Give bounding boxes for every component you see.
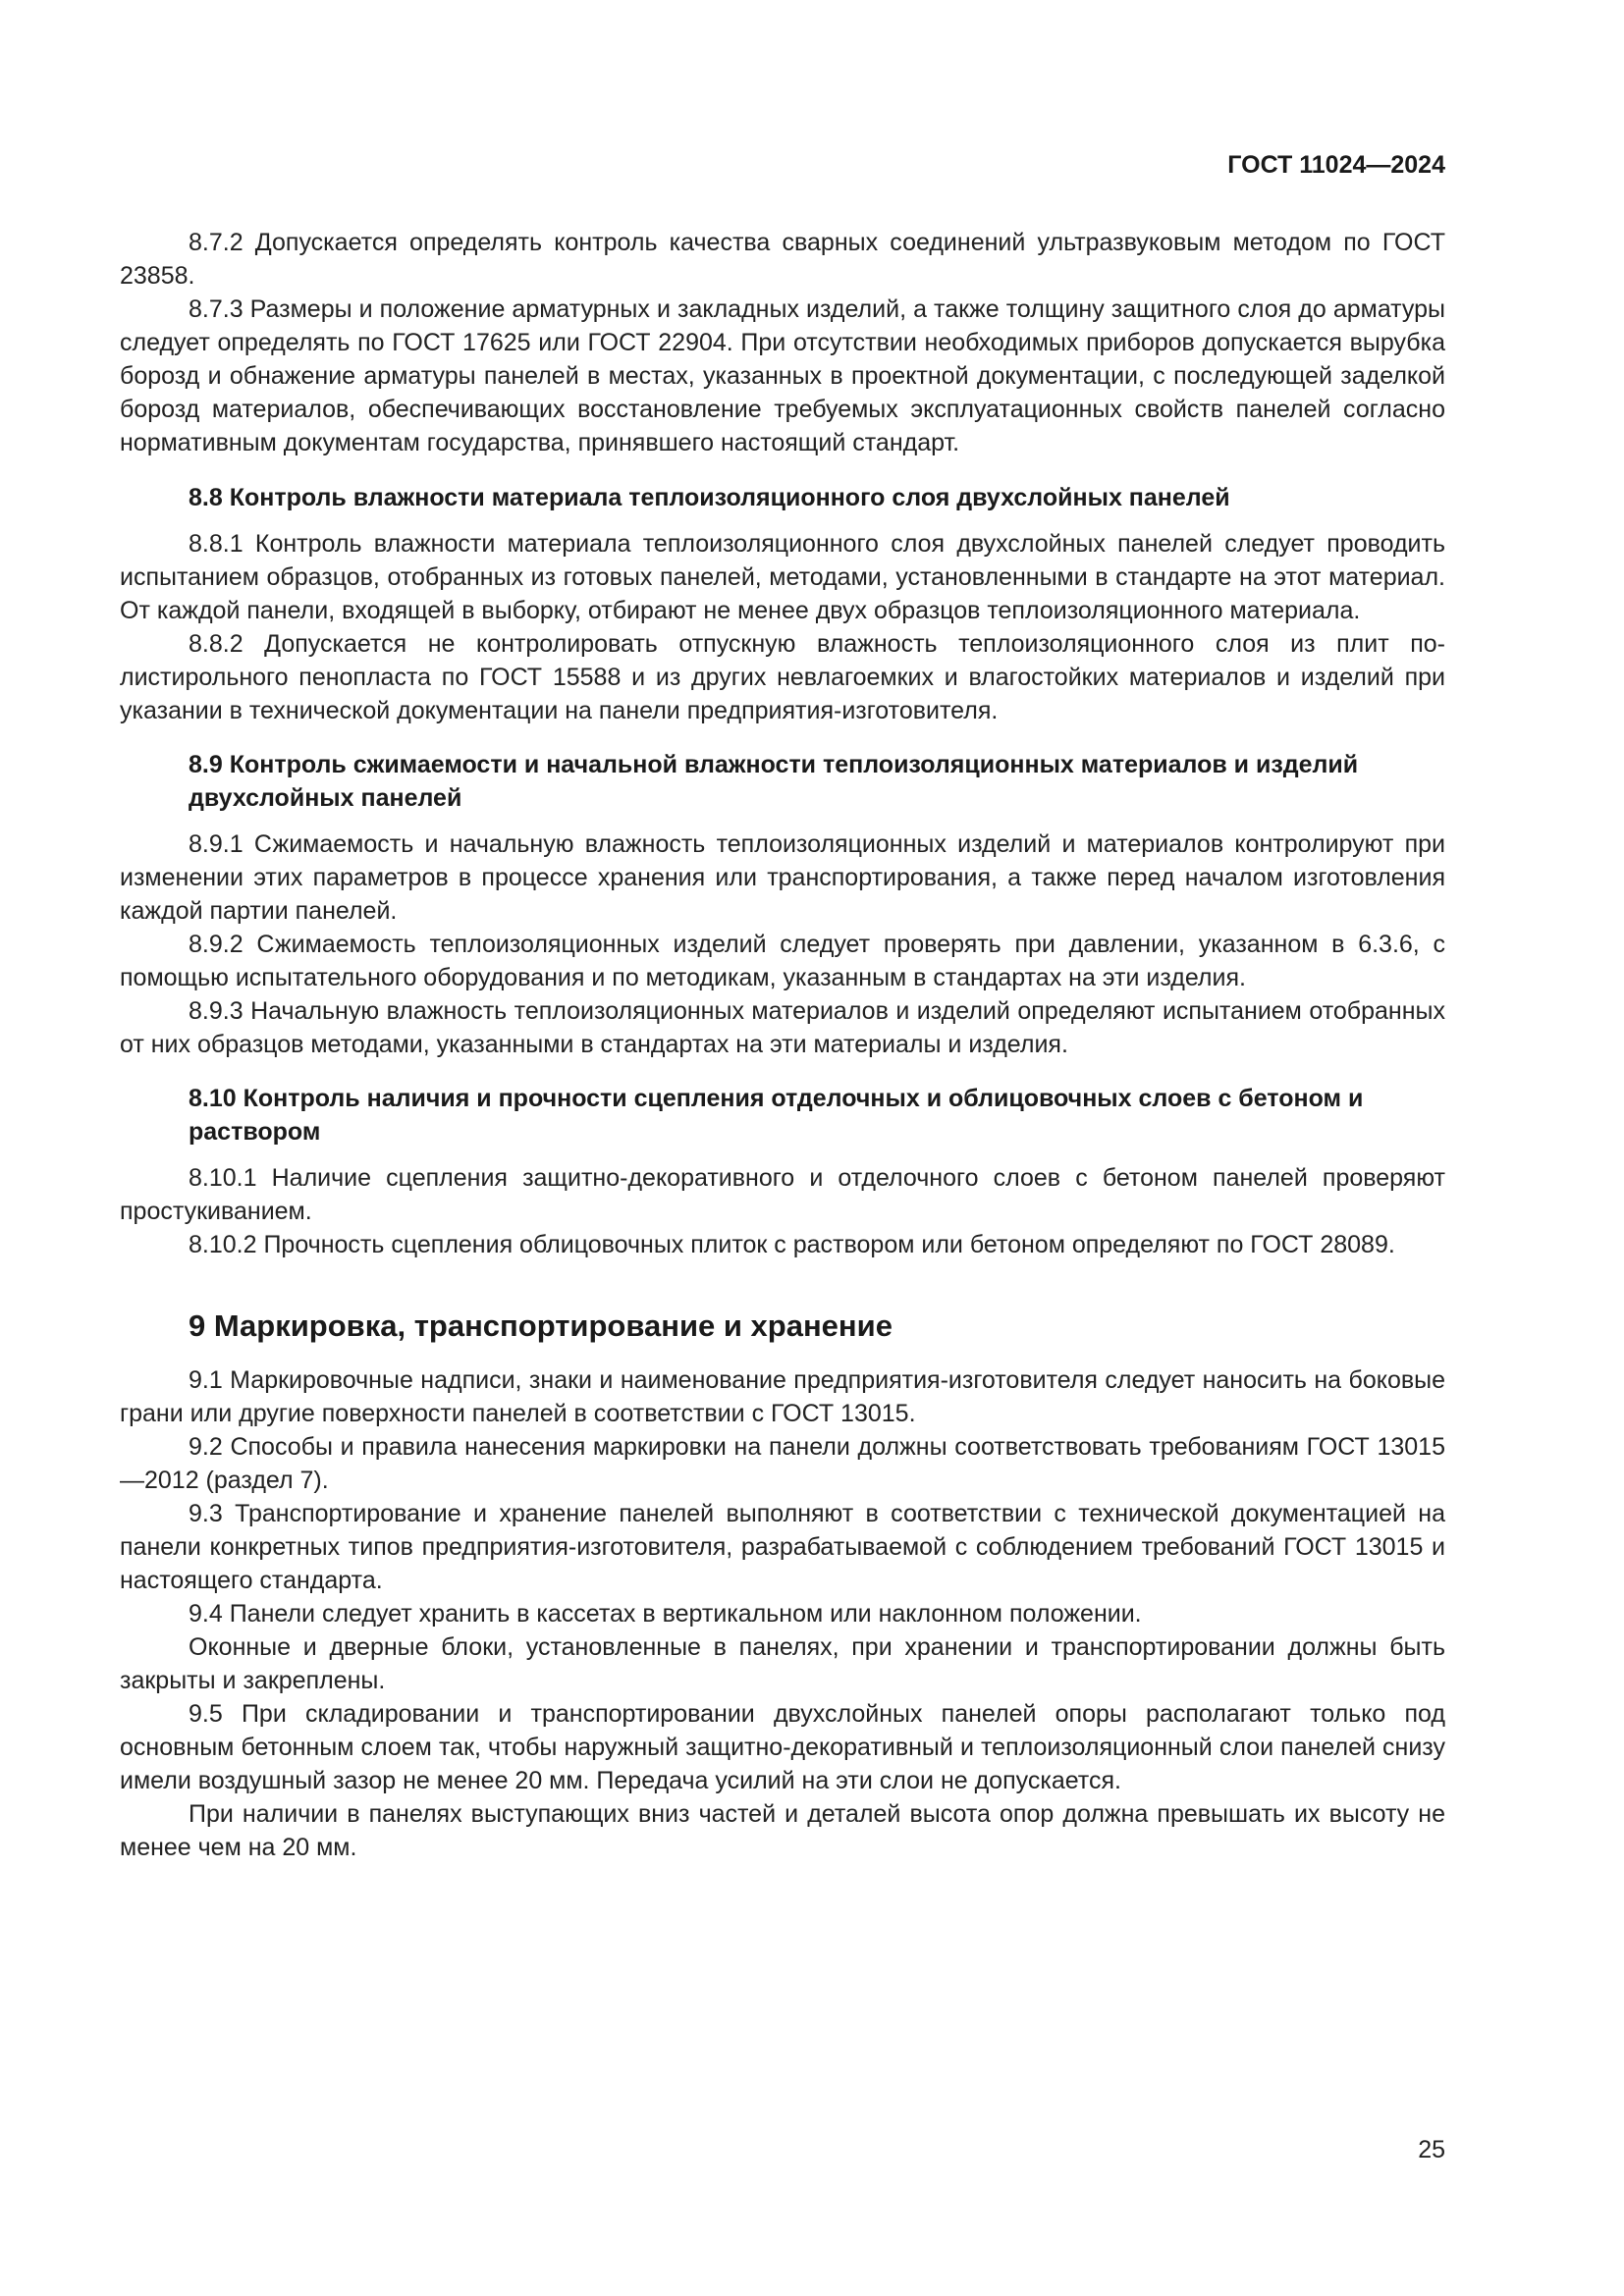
paragraph-8-8-1: 8.8.1 Контроль влажности материала теплоизоляционного слоя двухслойных панелей следует проводить испытанием образцов, отобранных из готовых панелей, методами, установленными в стандарте на этот материал. От каждой панели, входящей в выборку, отбирают не менее двух образцов теплоизоляционного материала. [120,530,1445,624]
paragraph-8-7-3: 8.7.3 Размеры и положение арматурных и закладных изделий, а также толщину защитного слоя до арматуры следует определять по ГОСТ 17625 или ГОСТ 22904. При отсутствии необходимых приборов допускается вырубка борозд и обнажение арматуры панелей в местах, указанных в проектной документации, с последующей заделкой борозд материалов, обеспечивающих восстановление требуемых эксплуатационных свойств панелей согласно нормативным документам государства, принявшего настоящий стандарт. [120,295,1445,456]
paragraph-9-1: 9.1 Маркировочные надписи, знаки и наименование предприятия-изготовителя следует наносить на боковые грани или другие поверхности панелей в соответствии с ГОСТ 13015. [120,1366,1445,1427]
chapter-heading-9: 9 Маркировка, транспортирование и хранение [189,1308,893,1343]
section-heading-8-10: 8.10 Контроль наличия и прочности сцепления отделочных и облицовочных слоев с бетоном и раствором [189,1085,1364,1146]
page-number: 25 [1418,2136,1445,2163]
paragraph-9-4-continued: Оконные и дверные блоки, установленные в панелях, при хранении и транспортировании должны быть закрыты и закреплены. [120,1633,1445,1694]
document-body [120,226,1445,1864]
paragraph-9-5-continued: При наличии в панелях выступающих вниз частей и деталей высота опор должна превышать их высоту не менее чем на 20 мм. [120,1800,1445,1861]
paragraph-9-5: 9.5 При складировании и транспортировании двухслойных панелей опоры располагают только под основным бетонным слоем так, чтобы наружный защитно-декоративный и теплоизоляционный слои панелей снизу имели воздушный зазор не менее 20 мм. Передача усилий на эти слои не допускается. [120,1700,1445,1794]
paragraph-8-9-1: 8.9.1 Сжимаемость и начальную влажность теплоизоляционных изделий и материалов контролируют при изменении этих параметров в процессе хранения или транспортирования, а также перед началом изготовления каждой партии панелей. [120,830,1445,925]
section-heading-8-8: 8.8 Контроль влажности материала теплоизоляционного слоя двухслойных панелей [189,484,1230,511]
paragraph-8-8-2: 8.8.2 Допускается не контролировать отпускную влажность теплоизоляционного слоя из плит полистирольного пенопласта по ГОСТ 15588 и из других невлагоемких и влагостойких материалов и изделий при указании в технической документации на панели предприятия-изготовителя. [120,630,1445,724]
paragraph-9-4: 9.4 Панели следует хранить в кассетах в вертикальном или наклонном положении. [189,1600,1142,1628]
section-heading-8-9: 8.9 Контроль сжимаемости и начальной влажности теплоизоляционных материалов и изделий двухслойных панелей [189,751,1359,812]
paragraph-9-2: 9.2 Способы и правила нанесения маркировки на панели должны соответствовать требованиям ГОСТ 13015—2012 (раздел 7). [120,1433,1445,1494]
paragraph-8-9-3: 8.9.3 Начальную влажность теплоизоляционных материалов и изделий определяют испытанием отобранных от них образцов методами, указанными в стандартах на эти материалы и изделия. [120,997,1445,1058]
paragraph-8-10-2: 8.10.2 Прочность сцепления облицовочных плиток с раствором или бетоном определяют по ГОСТ 28089. [189,1231,1395,1258]
paragraph-8-9-2: 8.9.2 Сжимаемость теплоизоляционных изделий следует проверять при давлении, указанном в 6.3.6, с помощью испытательного оборудования и по методикам, указанным в стандартах на эти изделия. [120,931,1445,991]
document-code-header: ГОСТ 11024—2024 [1227,151,1445,179]
paragraph-9-3: 9.3 Транспортирование и хранение панелей выполняют в соответствии с технической документацией на панели конкретных типов предприятия-изготовителя, разрабатываемой с соблюдением требований ГОСТ 13015 и настоящего стандарта. [120,1500,1445,1594]
paragraph-8-7-2: 8.7.2 Допускается определять контроль качества сварных соединений ультразвуковым методом по ГОСТ 23858. [120,229,1445,290]
paragraph-8-10-1: 8.10.1 Наличие сцепления защитно-декоративного и отделочного слоев с бетоном панелей проверяют простукиванием. [120,1164,1445,1225]
